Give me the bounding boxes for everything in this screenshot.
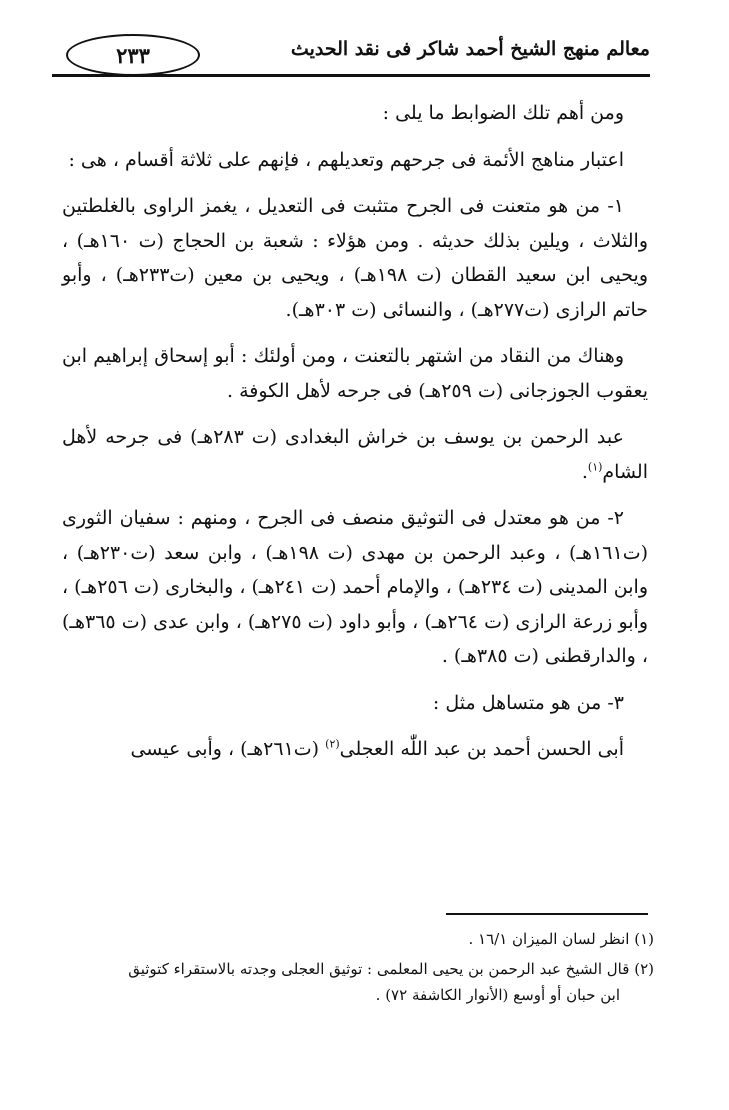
- page-number: ٢٣٣: [66, 34, 200, 76]
- footnote-1: [62, 926, 654, 952]
- body-text: [62, 96, 648, 779]
- paragraph-jawzajani: وهناك من النقاد من اشتهر بالتعنت ، ومن أولئك : أبو إسحاق إبراهيم ابن يعقوب الجوزجانى (ت ٢٥٩هـ) فى جرحه لأهل الكوفة .: [62, 345, 648, 402]
- header-rule: [52, 74, 650, 77]
- ijli-before: أبى الحسن أحمد بن عبد اللّٰه العجلى: [339, 738, 624, 760]
- footnote-ref-1[interactable]: (١): [587, 460, 603, 474]
- paragraph-categories: اعتبار مناهج الأئمة فى جرحهم وتعديلهم ، فإنهم على ثلاثة أقسام ، هى :: [68, 148, 624, 171]
- shami-tail: .: [581, 460, 588, 483]
- paragraph-intro: ومن أهم تلك الضوابط ما يلى :: [382, 102, 624, 124]
- shami-text: عبد الرحمن بن يوسف بن خراش البغدادى (ت ٢٨٣هـ) فى جرحه لأهل الشام: [62, 426, 648, 483]
- footnote-2-line1: قال الشيخ عبد الرحمن بن يحيى المعلمى : توثيق العجلى وجدته بالاستقراء كتوثيق: [128, 960, 630, 978]
- paragraph-moderate: ٢- من هو معتدل فى التوثيق منصف فى الجرح ، ومنهم : سفيان الثورى (ت١٦١هـ) ، وعبد الرحمن بن مهدى (ت ١٩٨هـ) ، وابن سعد (ت٢٣٠هـ) ، وابن المدينى (ت ٢٣٤هـ) ، والإمام أحمد (ت ٢٤١هـ) ، والبخارى (ت ٢٥٦هـ) ، وأبو زرعة الرازى (ت ٢٦٤هـ) ، وأبو داود (ت ٢٧٥هـ) ، وابن عدى (ت ٣٦٥هـ) ، والدارقطنى (ت ٣٨٥هـ) .: [62, 507, 649, 667]
- footnote-ref-2[interactable]: (٢): [325, 737, 340, 751]
- ijli-after: (ت٢٦١هـ) ، وأبى عيسى: [130, 738, 320, 760]
- paragraph-strict: ١- من هو متعنت فى الجرح متثبت فى التعديل ، يغمز الراوى بالغلطتين والثلاث ، ويلين بذلك حديثه . ومن هؤلاء : شعبة بن الحجاج (ت ١٦٠هـ) ، ويحيى ابن سعيد القطان (ت ١٩٨هـ) ، ويحيى بن معين (ت٢٣٣هـ) ، وأبو حاتم الرازى (ت٢٧٧هـ) ، والنسائى (ت ٣٠٣هـ).: [62, 195, 649, 321]
- footnote-2-line2: ابن حبان أو أوسع (الأنوار الكاشفة ٧٢) .: [375, 986, 620, 1004]
- paragraph-ijli: [62, 732, 648, 767]
- footnote-2: [62, 956, 654, 1008]
- paragraph-lenient: ٣- من هو متساهل مثل :: [432, 691, 624, 714]
- running-title: معالم منهج الشيخ أحمد شاكر فى نقد الحديث: [290, 38, 650, 60]
- footnotes: [62, 926, 654, 1012]
- paragraph-shami: [62, 420, 648, 489]
- footnote-2-marker: (٢): [634, 960, 654, 978]
- footnote-1-marker: (١): [634, 930, 654, 948]
- footnote-1-text: انظر لسان الميزان ١٦/١ .: [468, 930, 630, 948]
- page-header: [52, 28, 650, 78]
- footnote-separator: [446, 913, 648, 915]
